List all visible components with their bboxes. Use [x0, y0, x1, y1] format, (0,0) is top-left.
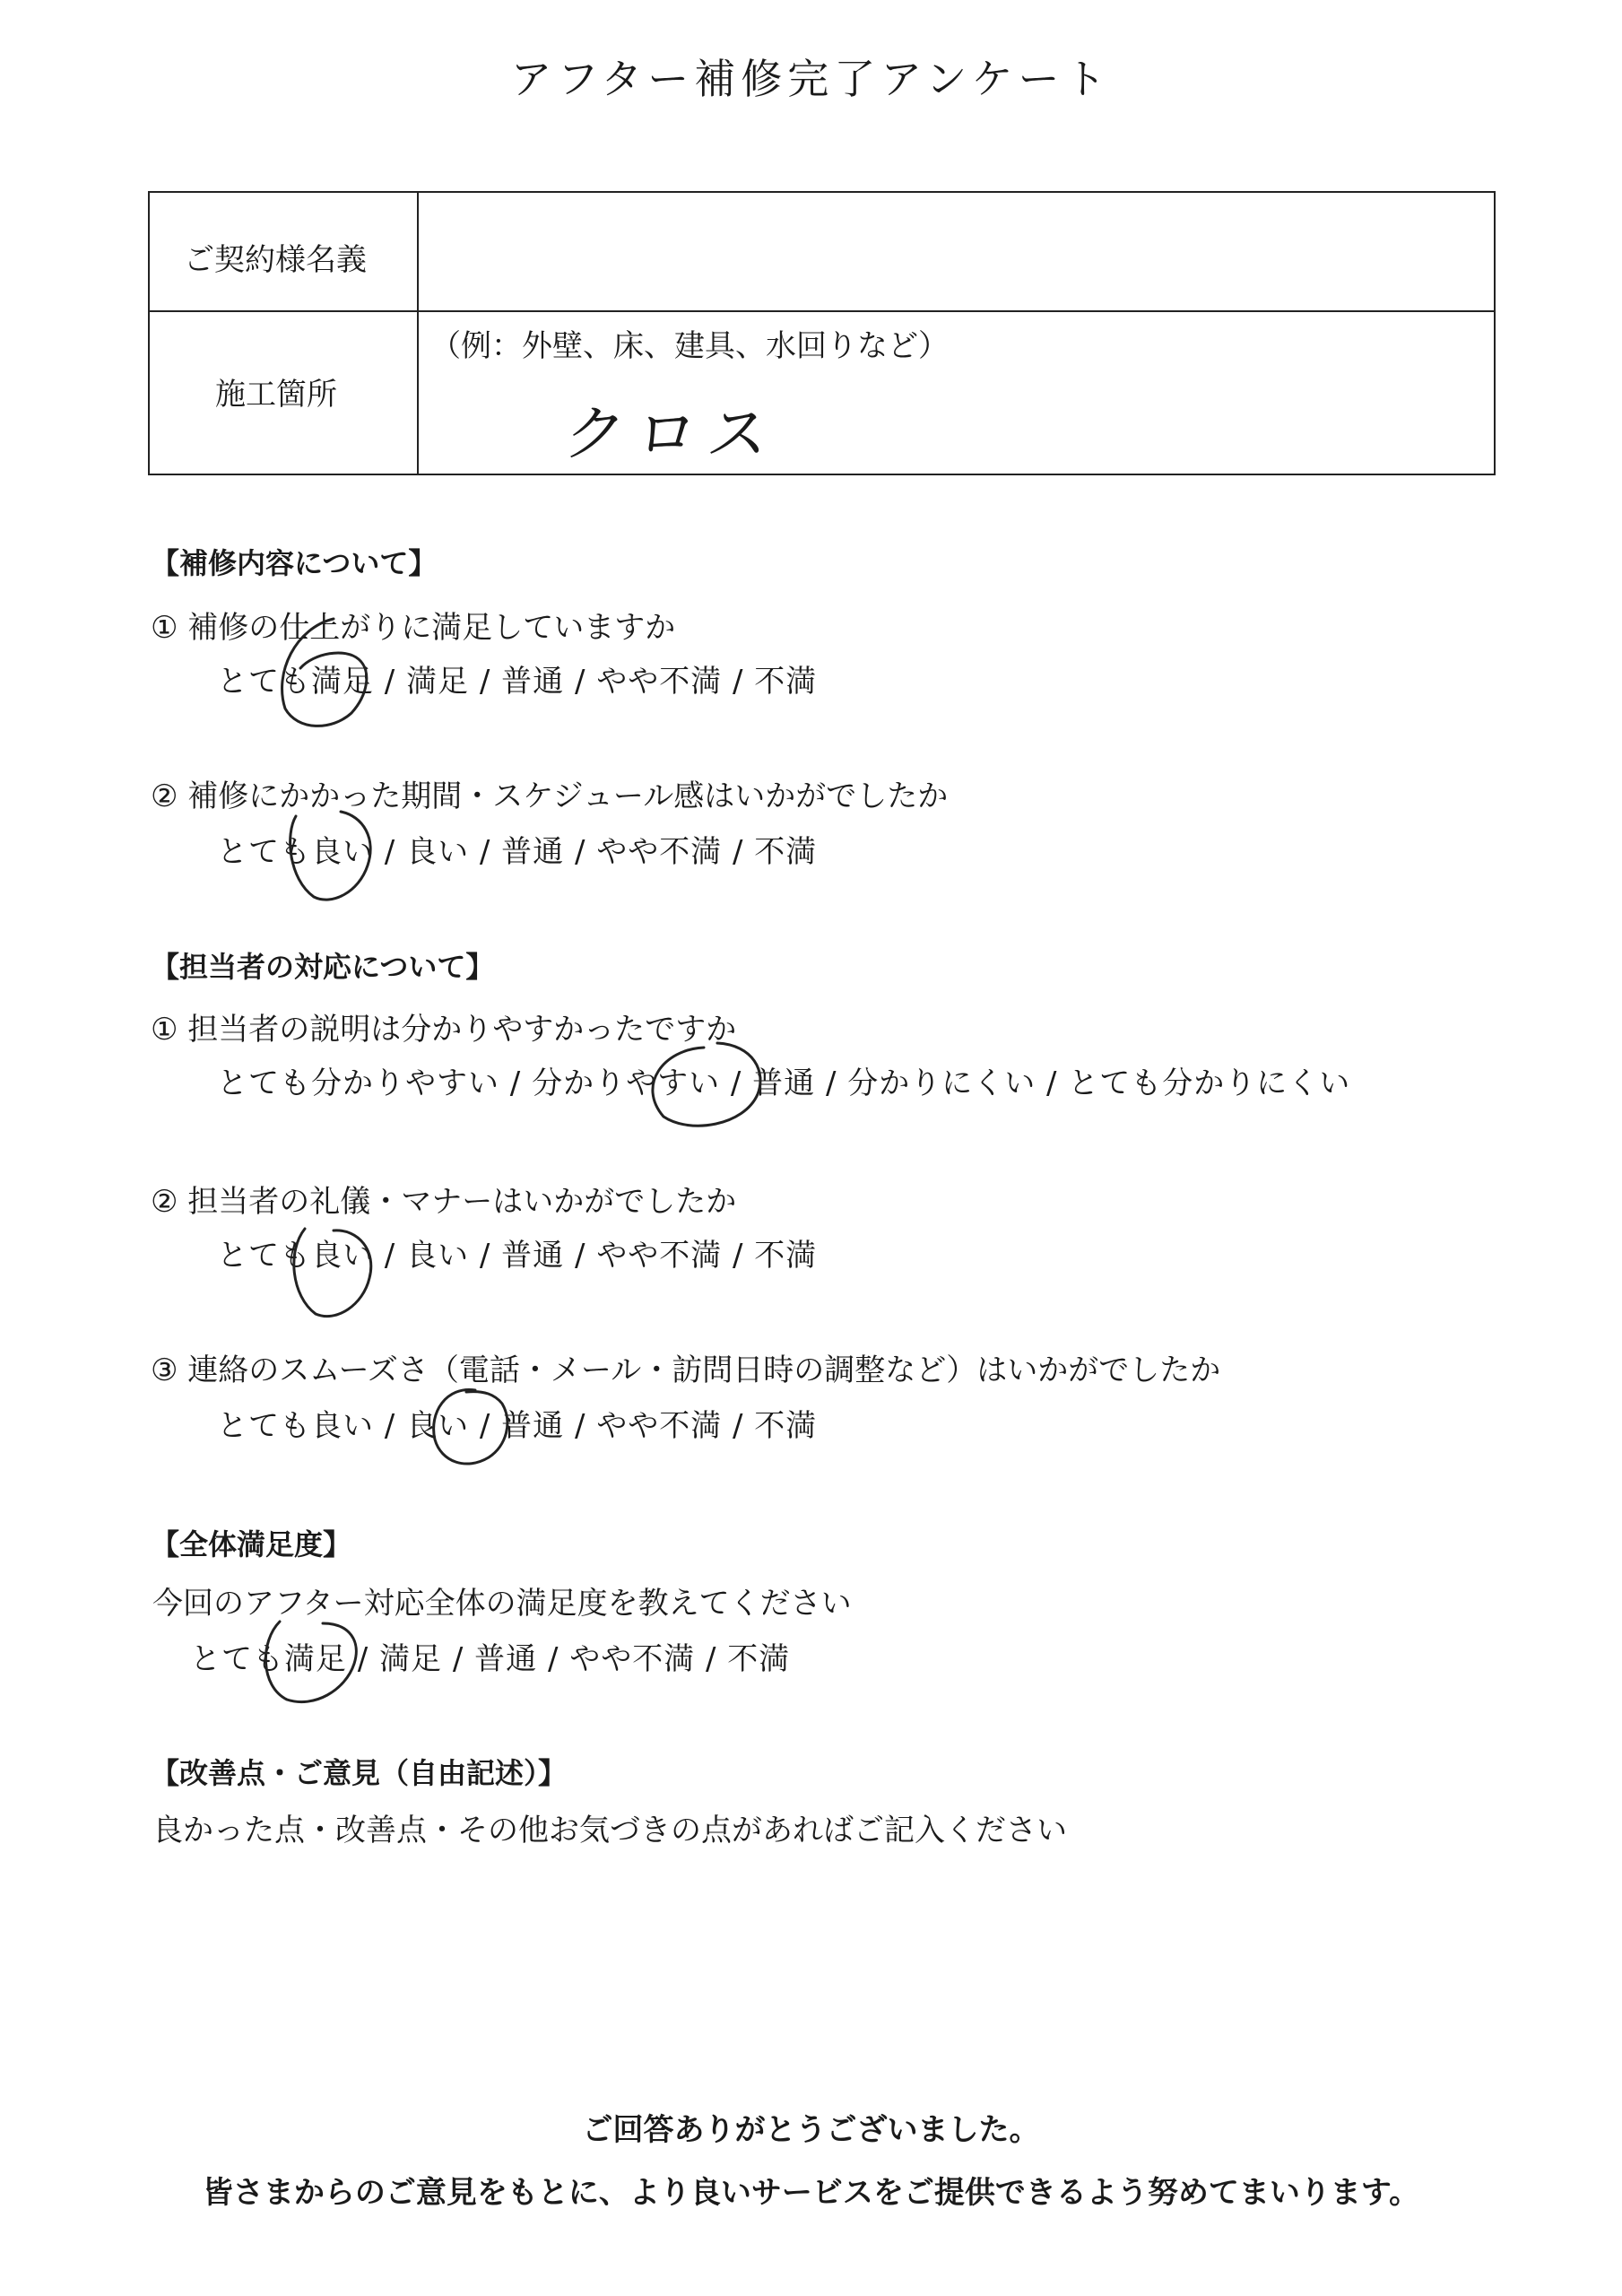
closing-thanks: ご回答ありがとうございました。 [582, 2112, 1040, 2148]
staff-q1-text: ① 担当者の説明は分かりやすかったですか [151, 1012, 737, 1048]
closing-message: 皆さまからのご意見をもとに、より良いサービスをご提供できるよう努めてまいります。 [202, 2175, 1420, 2211]
section-staff-heading: 【担当者の対応について】 [151, 950, 495, 984]
section-overall-heading: 【全体満足度】 [151, 1527, 352, 1561]
repair-q1-text: ① 補修の仕上がりに満足していますか [151, 610, 676, 646]
staff-q3-options[interactable]: とても良い / 良い / 普通 / やや不満 / 不満 [217, 1408, 818, 1444]
location-hint: （例：外壁、床、建具、水回りなど） [430, 328, 949, 364]
section-feedback-heading: 【改善点・ご意見（自由記述）】 [151, 1756, 568, 1790]
section-repair-heading: 【補修内容について】 [151, 546, 438, 580]
staff-q1-options[interactable]: とても分かりやすい / 分かりやすい / 普通 / 分かりにくい / とても分かりにくい [217, 1065, 1351, 1101]
staff-q3-text: ③ 連絡のスムーズさ（電話・メール・訪問日時の調整など）はいかがでしたか [151, 1352, 1221, 1388]
contract-name-label: ご契約様名義 [184, 242, 367, 278]
page-title: アフター補修完了アンケート [510, 55, 1112, 103]
table-divider-horizontal [150, 310, 1494, 312]
staff-q2-text: ② 担当者の礼儀・マナーはいかがでしたか [151, 1184, 737, 1220]
contract-name-field[interactable] [421, 202, 1488, 308]
repair-q2-options[interactable]: とても良い / 良い / 普通 / やや不満 / 不満 [217, 834, 818, 870]
feedback-prompt: 良かった点・改善点・その他お気づきの点があればご記入ください [152, 1813, 1067, 1848]
location-label: 施工箇所 [215, 377, 337, 413]
overall-options[interactable]: とても満足 / 満足 / 普通 / やや不満 / 不満 [190, 1641, 791, 1677]
table-divider-vertical [417, 193, 419, 474]
repair-q1-options[interactable]: とても満足 / 満足 / 普通 / やや不満 / 不満 [217, 664, 818, 700]
staff-q2-options[interactable]: とても良い / 良い / 普通 / やや不満 / 不満 [217, 1238, 818, 1274]
overall-prompt: 今回のアフター対応全体の満足度を教えてください [152, 1586, 852, 1622]
feedback-field[interactable] [152, 1861, 1462, 2085]
location-value[interactable]: クロス [559, 399, 785, 470]
repair-q2-text: ② 補修にかかった期間・スケジュール感はいかがでしたか [151, 778, 949, 814]
